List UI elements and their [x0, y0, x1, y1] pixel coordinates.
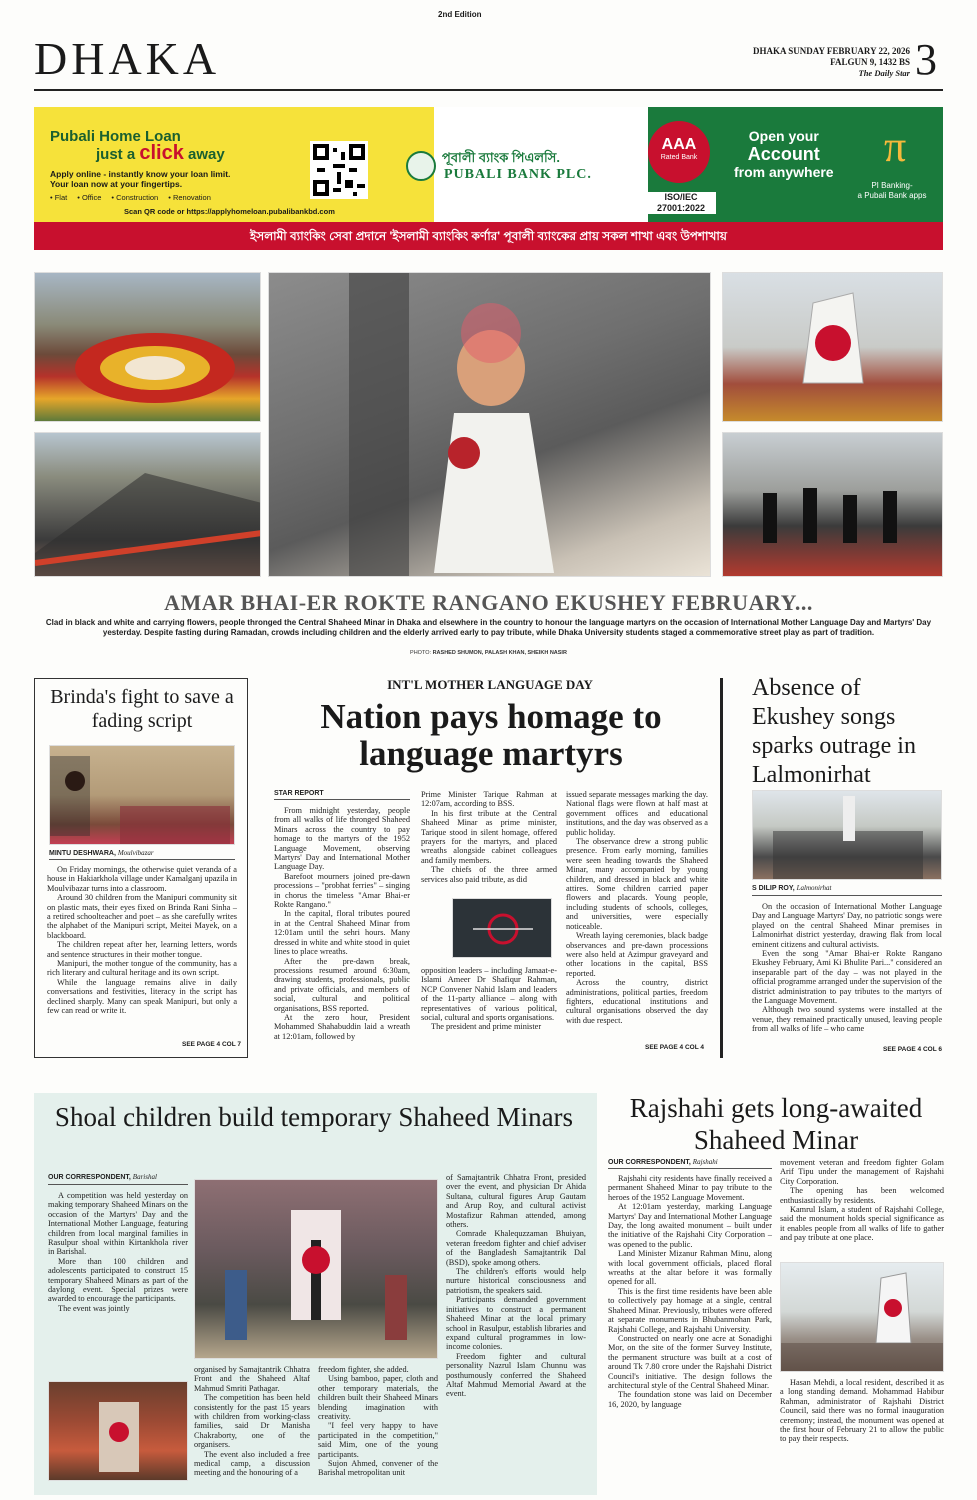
qr-code-icon[interactable] — [310, 141, 368, 199]
shoal-byline — [48, 1173, 157, 1181]
iso-1: ISO/IEC — [664, 192, 698, 202]
brinda-photographer: MINTU DESHWARA, — [49, 850, 116, 857]
shoal-headline: Shoal children build temporary Shaheed Minars — [54, 1102, 574, 1132]
lalmonirhat-para: Even the song "Amar Bhai-er Rokte Rangano Ekushey February, Ami Ki Bhulite Pari..." considered an inseparable part of the day – was not played in the official programme arranged under the supervision of the district administration to pay tributes to the martyrs of the Language Movement. — [752, 949, 942, 1006]
rajshahi-col-1 — [608, 1174, 772, 1496]
ad-bullet: • Flat — [50, 193, 68, 202]
lead-see-page[interactable]: SEE PAGE 4 COL 4 — [644, 1044, 704, 1051]
open-account-text — [734, 127, 834, 181]
shoal-col-b1 — [194, 1365, 310, 1485]
rajshahi-para: Hasan Mehdi, a local resident, described it as a long standing demand. Mohammad Habibur Rahman, administrator of Rajshahi District Council, said there was no formal inauguration ceremony; instead, the monument was opened at the first hour of February 21 to allow the public to pay their respects. — [780, 1378, 944, 1444]
lead-para: opposition leaders – including Jamaat-e-Islami Ameer Dr Shafiqur Rahman, NCP Convener Nahid Islam and leaders of the 11-party alliance – along with representatives of various political, social, cultural and sports organisations. — [421, 966, 557, 1023]
brinda-rule — [49, 859, 235, 860]
spread-headline: AMAR BHAI-ER ROKTE RANGANO EKUSHEY FEBRUARY... — [164, 590, 813, 615]
lead-kicker: INT'L MOTHER LANGUAGE DAY — [387, 677, 593, 692]
date-text: DHAKA SUNDAY FEBRUARY 22, 2026 — [753, 46, 910, 56]
pi-2: a Pubali Bank apps — [857, 191, 927, 200]
lalmonirhat-headline: Absence of Ekushey songs sparks outrage in Lalmonirhat — [752, 675, 916, 788]
shoal-byline-rule — [48, 1184, 188, 1185]
brinda-place: Moulvibazar — [117, 849, 154, 857]
open-2: Account — [747, 144, 820, 164]
brinda-para: Around 30 children from the Manipuri community sit on plastic mats, their eyes fixed on Brinda Rani Sinha – a retired schoolteacher and poet – as she carefully writes the alphabet of the Manipuri script, Meitei Mayek, on a blackboard. — [47, 893, 237, 940]
lead-para: In his first tribute at the Central Shaheed Minar as prime minister, Tarique stood in silent homage, offered prayers for the martyrs, and placed wreaths alongside cabinet colleagues and family members. — [421, 808, 557, 865]
shoal-place: Barishal — [132, 1173, 157, 1181]
rajshahi-para: The foundation stone was laid on December 16, 2020, by language — [608, 1390, 772, 1409]
rajshahi-byline-rule — [608, 1168, 772, 1169]
page-number: 3 — [915, 35, 937, 84]
rajshahi-headline: Rajshahi gets long-awaited Shaheed Minar — [629, 1093, 923, 1155]
shoal-para: A competition was held yesterday on making temporary Shaheed Minars on the occasion of the Martyrs' Day and the International Mother Language, featuring children from local marginal families in Rasulpur shoal within Kirtankhola river in Barishal. — [48, 1191, 188, 1257]
ad-sub — [50, 169, 230, 189]
rajshahi-para: Kamrul Islam, a student of Rajshahi College, said the monument holds special significance as it enables people from all walks of life to gather and pay tribute at one place. — [780, 1205, 944, 1243]
photo-crowd-street — [34, 432, 261, 577]
lead-para: Across the country, district administrations, political parties, freedom fighters, educational institutions and cultural organisations observed the day with due respect. — [566, 978, 708, 1025]
open-3: from anywhere — [734, 164, 834, 180]
lalmonirhat-rule — [752, 895, 942, 896]
shoal-col-b2 — [318, 1365, 438, 1485]
shoal-para: Sujon Ahmed, convener of the Barishal metropolitan unit — [318, 1459, 438, 1478]
photo-child-main — [268, 272, 711, 577]
shoal-para: organised by Samajtantrik Chhatra Front and the Shaheed Altaf Mahmud Smriti Pathagar. — [194, 1365, 310, 1393]
shoal-col-2 — [446, 1173, 586, 1473]
lead-para: issued separate messages marking the day. National flags were flown at half mast at government offices and educational institutions, and the day was observed as a public holiday. — [566, 790, 708, 837]
shoal-para: freedom fighter, she added. — [318, 1365, 409, 1374]
rajshahi-para: At 12:01am yesterday, marking Language Martyrs' Day and International Mother Language Day, the long awaited monument – built under the initiative of the Rajshahi City Corporation – was opened to the public. — [608, 1202, 772, 1249]
lalmonirhat-body — [752, 902, 942, 1044]
rajshahi-col-2-top — [780, 1158, 944, 1258]
shoal-para: Freedom fighter and cultural personality Nazrul Islam Chunnu was posthumously conferred the Shaheed Altaf Mahmud Memorial Award at the event. — [446, 1351, 586, 1399]
rajshahi-col-2-bottom — [780, 1378, 944, 1496]
shoal-para: of Samajtantrik Chhatra Front, presided over the event, and physician Dr Ahida Sultana, cultural figures Arup Gautam and Arup Roy, and cultural activist Mostafizur Rahman attended, among others. — [446, 1173, 586, 1230]
brinda-box — [34, 678, 248, 1058]
lead-para: In the capital, floral tributes poured in at the Central Shaheed Minar from 12:01am until the sehri hours. Many dressed in white and white stood in quiet lines to place wreaths. — [274, 909, 410, 957]
section-title: DHAKA — [34, 33, 221, 84]
lead-para: At the zero hour, President Mohammed Shahabuddin laid a wreath at 12:01am, followed by — [274, 1012, 410, 1041]
lead-graphic — [452, 898, 552, 958]
open-1: Open your — [748, 128, 819, 144]
lead-headline: Nation pays homage to language martyrs — [320, 697, 662, 773]
shoal-para: The event was jointly — [58, 1303, 130, 1313]
lalmonirhat-place: Lalmonirhat — [796, 884, 832, 892]
aaa-sub: Rated Bank — [660, 154, 698, 161]
rajshahi-byline — [608, 1158, 718, 1166]
dateline — [700, 46, 910, 79]
lead-col-3 — [566, 790, 708, 1040]
brinda-para: The children repeat after her, learning letters, words and sentence structures in their mother tongue. — [47, 940, 237, 959]
brinda-see-page[interactable]: SEE PAGE 4 COL 7 — [181, 1041, 241, 1048]
lead-col-2-bottom — [421, 966, 557, 1058]
ad-headline-1: Pubali Home Loan — [50, 128, 181, 145]
rajshahi-byline-text: OUR CORRESPONDENT, — [608, 1159, 691, 1166]
ad-bullets — [50, 193, 211, 202]
rajshahi-para: Rajshahi city residents have finally received a permanent Shaheed Minar to pay tribute to the heroes of the 1952 Language Movement. — [608, 1174, 772, 1202]
ad-headline-just: just a — [96, 146, 136, 163]
lead-para: Wreath laying ceremonies, black badge observances and pre-dawn processions were also held at Azimpur graveyard and other locations in the capital, BSS reported. — [566, 931, 708, 978]
rajshahi-para: The opening has been welcomed enthusiastically by residents. — [780, 1186, 944, 1205]
ad-banner: ইসলামী ব্যাংকিং সেবা প্রদানে 'ইসলামী ব্যাংকিং কর্ণার' পূবালী ব্যাংকের প্রায় সকল শাখা এবং উপশাখায় — [34, 222, 943, 250]
lead-para: Prime Minister Tarique Rahman at 12:07am, according to BSS. — [421, 790, 557, 809]
lead-para: Barefoot mourners joined pre-dawn processions – "probhat ferries" – singing in chorus the timeless "Amar Bhai-er Rokte Rangano." — [274, 871, 410, 910]
brinda-photo — [49, 745, 235, 845]
brinda-headline: Brinda's fight to save a fading script — [50, 686, 234, 732]
shoal-photo-small — [48, 1381, 188, 1481]
iso-label — [646, 192, 716, 214]
credit-names: RASHED SHUMON, PALASH KHAN, SHEIKH NASIR — [432, 650, 567, 656]
masthead-rule — [34, 89, 943, 91]
shoal-byline-text: OUR CORRESPONDENT, — [48, 1174, 131, 1181]
lalmonirhat-para: On the occasion of International Mother Language Day and Language Martyrs' Day, no patriotic songs were played on the central Shaheed Minar premises in Lalmonirhat district yesterday, drawing flak from local eminent citizens and cultural activists. — [752, 902, 942, 949]
lead-para: From midnight yesterday, people from all walks of life thronged Shaheed Minars across the country to pay homage to the martyrs of the 1952 Language Movement, observing Martyrs' Day and International Mother Language Day. — [274, 806, 410, 872]
lalmonirhat-para: Although two sound systems were installed at the venue, they remained practically unused, leaving people from all walks of life – who came — [752, 1005, 942, 1034]
brinda-para: Manipuri, the mother tongue of the community, has a rich literary and cultural heritage and its own script. — [47, 959, 237, 978]
bank-name-en: PUBALI BANK PLC. — [444, 167, 592, 182]
lead-col-2-top — [421, 790, 557, 890]
lead-para: The president and prime minister — [431, 1022, 542, 1032]
rajshahi-photo — [780, 1262, 944, 1372]
bank-name-bn: পূবালী ব্যাংক পিএলসি. — [442, 150, 560, 165]
bank-emblem-icon — [406, 151, 436, 181]
pi-1: PI Banking- — [871, 181, 913, 190]
ad-headline-click: click — [139, 142, 184, 164]
pi-banking-text — [846, 181, 938, 201]
shoal-para: More than 100 children and adolescents participated to construct 15 temporary Shaheed Minars as part of the daylong event. Special prizes were awarded to encourage the participants. — [48, 1256, 188, 1304]
shoal-para: Comrade Khalequzzaman Bhuiyan, veteran freedom fighter and chief adviser of the Bangladesh Samajtantrik Dal (BSD), spoke among others. — [446, 1229, 586, 1267]
shoal-para: Using bamboo, paper, cloth and other temporary materials, the children built their Shaheed Minars blending imagination with creativity. — [318, 1374, 438, 1422]
bangla-date: FALGUN 9, 1432 BS — [830, 57, 910, 67]
photo-street-play — [722, 432, 943, 577]
lead-para: The observance drew a strong public presence. From early morning, families were seen heading towards the Shaheed Minar, many accompanied by young children, and dressed in black and white attires. Some children carried paper flowers and placards. Young people, including students of schools, colleges, and universities, were especially noticeable. — [566, 837, 708, 931]
shoal-para: The competition has been held consistently for the past 15 years with children from working-class families, said Dr Manisha Chakraborty, one of the organisers. — [194, 1393, 310, 1450]
ad-bullet: • Renovation — [168, 193, 211, 202]
paper-name: The Daily Star — [858, 68, 910, 78]
brinda-para: On Friday mornings, the otherwise quiet veranda of a house in Hakiarkhola village under Kamalganj upazila in Moulvibazar turns into a classroom. — [47, 865, 237, 893]
ad-headline-2 — [50, 142, 225, 164]
lead-para: After the pre-dawn break, processions resumed around 6:30am, drawing students, professionals, public and private officials, and members of social, cultural and political organisations, BSS reported. — [274, 956, 410, 1013]
brinda-photo-credit — [49, 849, 154, 857]
lead-byline-rule — [274, 799, 410, 800]
aaa-text: AAA — [661, 136, 697, 153]
lead-col-1 — [274, 806, 410, 1058]
brinda-body — [47, 865, 237, 1035]
pi-logo-icon: π — [884, 122, 907, 171]
shoal-para: "I feel very happy to have participated in the competition," said Mim, one of the young participants. — [318, 1421, 438, 1459]
photo-floral-bncc — [34, 272, 261, 422]
shoal-para: The event also included a free medical camp, a discussion meeting and the honouring of a — [194, 1449, 310, 1478]
lalmonirhat-photographer: S DILIP ROY, — [752, 885, 795, 892]
aaa-badge — [648, 121, 710, 183]
ad-headline-away: away — [188, 146, 225, 163]
rajshahi-para: Constructed on nearly one acre at Sonadighi Mor, on the site of the former Survey Institute, the permanent structure was built at a cost of around Tk 7.80 crore under the Rajshahi District Council's initiative. The design follows the architectural style of the Central Shaheed Minar. — [608, 1333, 772, 1390]
lalmonirhat-photo — [752, 790, 942, 880]
rajshahi-place: Rajshahi — [692, 1158, 718, 1166]
lead-para: The chiefs of the three armed services also paid tribute, as did — [421, 865, 557, 884]
lead-byline: STAR REPORT — [274, 790, 324, 797]
rajshahi-para: This is the first time residents have been able to collectively pay homage at a single, central Shaheed Minar. Previously, tributes were offered at separate monuments in Bhubanmohan Park, Rajshahi College, and Rajshahi University. — [608, 1286, 772, 1334]
shoal-photo-main — [194, 1179, 438, 1359]
ad-bullet: • Office — [77, 193, 102, 202]
iso-2: 27001:2022 — [656, 203, 706, 213]
column-divider — [720, 678, 723, 1058]
lalmonirhat-photo-credit — [752, 884, 832, 892]
shoal-col-1 — [48, 1191, 188, 1381]
ad-headline — [50, 129, 225, 163]
rajshahi-para: movement veteran and freedom fighter Golam Arif Tipu under the management of Rajshahi City Corporation. — [780, 1158, 944, 1186]
lalmonirhat-see-page[interactable]: SEE PAGE 4 COL 6 — [882, 1046, 942, 1053]
ad-bullet: • Construction — [111, 193, 159, 202]
credit-label: PHOTO: — [410, 650, 432, 656]
pubali-ad[interactable] — [34, 107, 943, 252]
photo-credit — [34, 650, 943, 656]
spread-caption: Clad in black and white and carrying flowers, people thronged the Central Shaheed Minar in Dhaka and elsewhere in the country to honour the language martyrs on the occasion of International Mother Language Day and Martyrs' Day yesterday. Despite fasting during Ramadan, crowds including children and the elderly arrived early to pay tribute, while Dhaka University students staged a commemorative street play as part of tradition. — [45, 618, 932, 637]
ad-sub-1: Apply online - instantly know your loan limit. — [50, 169, 231, 179]
shoal-para: Participants demanded government initiatives to construct a permanent Shaheed Minar at the local primary school in Rasulpur, establish libraries and expand cultural programmes in low-income colonies. — [446, 1295, 586, 1352]
ad-yellow-panel — [34, 107, 434, 222]
shoal-box — [34, 1093, 597, 1495]
brinda-para: While the language remains alive in daily conversations and festivities, literacy in the script has declined sharply. Many can speak Manipuri, but only a few can read or write it. — [47, 977, 237, 1016]
shoal-para: The children's efforts would help nurture historical consciousness and patriotism, the speakers said. — [446, 1267, 586, 1295]
rajshahi-para: Land Minister Mizanur Rahman Minu, along with local government officials, placed floral wreaths at the altar before it was formally opened for all. — [608, 1249, 772, 1287]
ad-scan-text[interactable]: Scan QR code or https://applyhomeloan.pubalibankbd.com — [124, 207, 335, 216]
edition-label: 2nd Edition — [438, 10, 482, 19]
photo-shaheed-minar — [722, 272, 943, 422]
ad-sub-2: Your loan now at your fingertips. — [50, 179, 183, 189]
